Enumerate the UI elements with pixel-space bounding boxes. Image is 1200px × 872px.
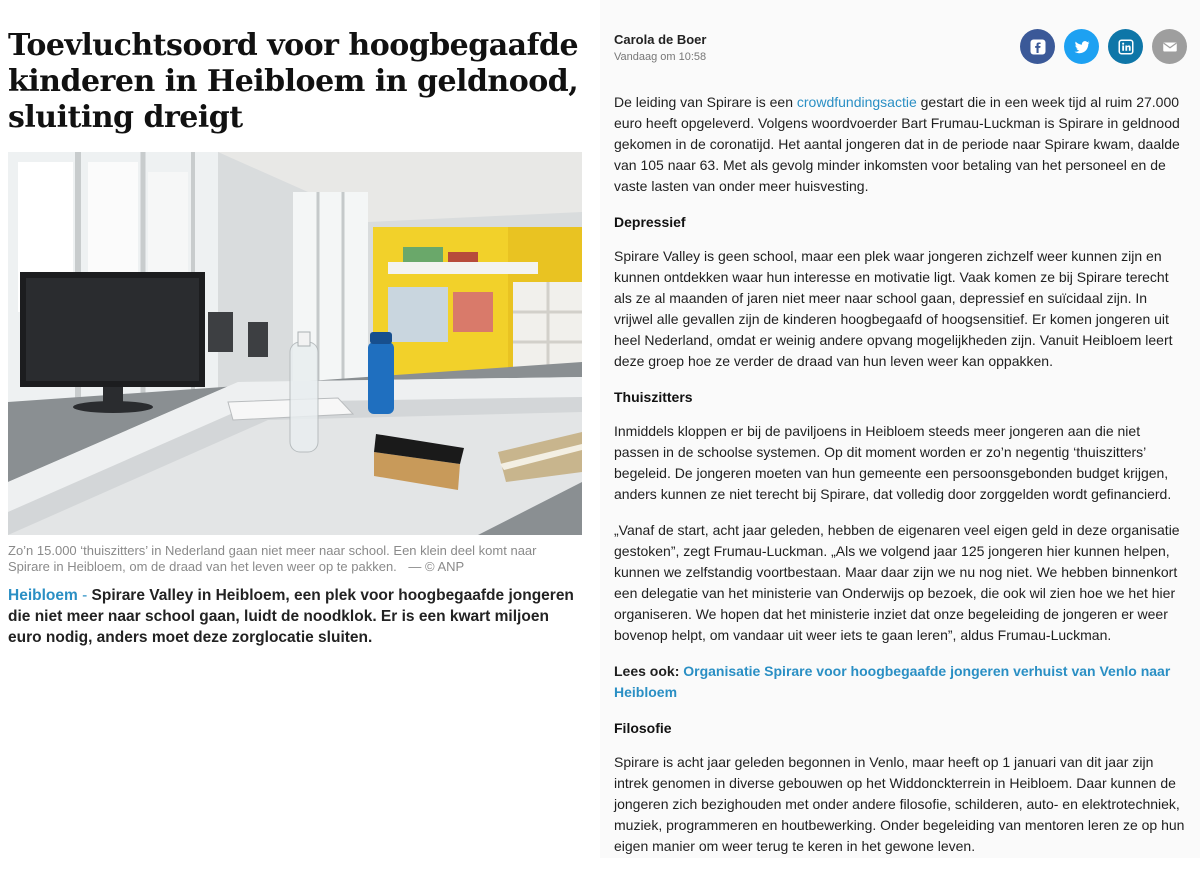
email-icon	[1161, 38, 1179, 56]
caption-credit: — © ANP	[408, 559, 465, 574]
paragraph-3: Inmiddels kloppen er bij de paviljoens in Heibloem steeds meer jongeren aan die niet passen in de schoolse systemen. Op dit moment worden er zo’n negentig ‘thuiszitters’ begeleid. De jongeren moeten van hun gemeente een persoonsgebonden budget krijgen, anders kunnen ze niet terecht bij Spirare, dat volledig door zorggelden wordt gefinancierd.	[614, 423, 1172, 502]
photo-caption	[8, 543, 578, 575]
lead-separator: -	[77, 587, 92, 604]
crowdfunding-link[interactable]: crowdfundingsactie	[796, 94, 917, 110]
article-photo[interactable]	[8, 152, 582, 535]
author-name[interactable]: Carola de Boer	[614, 32, 707, 47]
caption-text: Zo’n 15.000 ‘thuiszitters’ in Nederland gaan niet meer naar school. Een klein deel komt naar Spirare in Heibloem, om de draad van het leven weer op te pakken.	[8, 543, 537, 574]
left-column	[8, 0, 583, 646]
facebook-icon	[1029, 38, 1047, 56]
paragraph-4: „Vanaf de start, acht jaar geleden, hebben de eigenaren veel eigen geld in deze organisatie gestoken”, zegt Frumau-Luckman. „Als we volgend jaar 125 jongeren hier kunnen helpen, kunnen we zelfstandig voortbestaan. Maar daar zijn we nu nog niet. We hebben binnenkort een delegatie van het ministerie van Onderwijs op bezoek, die ook wil zien hoe we het hier organiseren. We hopen dat het ministerie inziet dat onze begeleiding de jongeren er weer bovenop helpt, om vandaar uit weer iets te gaan leren”, aldus Frumau-Luckman.	[614, 522, 1180, 643]
lead-location-link[interactable]: Heibloem	[8, 587, 78, 604]
share-email-button[interactable]	[1152, 29, 1187, 64]
heading-depressief: Depressief	[614, 214, 686, 230]
share-linkedin-button[interactable]	[1108, 29, 1143, 64]
page-title: Toevluchtsoord voor hoogbegaafde kinderen in Heibloem in geldnood, sluiting dreigt	[8, 28, 579, 135]
paragraph-1-start: De leiding van Spirare is een	[614, 94, 797, 110]
paragraph-5: Spirare is acht jaar geleden begonnen in Venlo, maar heeft op 1 januari van dit jaar zijn intrek genomen in diverse gebouwen op het Widdonckterrein in Heibloem. Daar kunnen de jongeren zich bezighouden met onder andere filosofie, schilderen, auto- en elektrotechniek, muziek, programmeren en houtbewerking. Onder begeleiding van mentoren leren ze op hun eigen manier om weer terug te keren in het gewone leven.	[614, 754, 1185, 854]
linkedin-icon	[1117, 38, 1135, 56]
right-column	[600, 0, 1200, 858]
paragraph-1-end: gestart die in een week tijd al ruim 27.000 euro heeft opgeleverd. Volgens woordvoerder Bart Frumau-Luckman is Spirare in geldnood gekomen in de coronatijd. Het aantal jongeren dat in de periode naar Spirare kwam, daalde van 105 naar 63. Met als gevolg minder inkomsten voor betaling van het personeel en de vaste lasten van onder meer huisvesting.	[614, 94, 1180, 194]
share-twitter-button[interactable]	[1064, 29, 1099, 64]
twitter-icon	[1073, 38, 1091, 56]
article-body	[614, 92, 1188, 872]
read-more	[614, 661, 1188, 703]
lead-text: Spirare Valley in Heibloem, een plek voor hoogbegaafde jongeren die niet meer naar school gaan, luidt de noodklok. Er is een kwart miljoen euro nodig, anders moet deze zorglocatie sluiten.	[8, 587, 574, 646]
share-facebook-button[interactable]	[1020, 29, 1055, 64]
article-lead	[8, 585, 583, 648]
publish-date: Vandaag om 10:58	[614, 51, 707, 63]
read-more-link[interactable]: Organisatie Spirare voor hoogbegaafde jongeren verhuist van Venlo naar Heibloem	[614, 663, 1171, 700]
classroom-image	[8, 152, 582, 535]
heading-filosofie: Filosofie	[614, 720, 672, 736]
paragraph-1	[614, 92, 1188, 197]
heading-thuiszitters: Thuiszitters	[614, 389, 693, 405]
read-more-label: Lees ook:	[614, 663, 680, 679]
paragraph-2: Spirare Valley is geen school, maar een plek waar jongeren zichzelf weer kunnen zijn en kunnen ontdekken waar hun interesse en motivatie ligt. Vaak komen ze bij Spirare terecht als ze al maanden of jaren niet meer naar school gaan, depressief en suïcidaal zijn. In vrijwel alle gevallen zijn de kinderen hoogbegaafd of hoogsensitief. Er komen jongeren uit heel Nederland, omdat er weinig andere opvang mogelijkheden zijn. Vanuit Heibloem leert deze groep hoe ze verder de draad van hun leven weer kan oppakken.	[614, 248, 1173, 369]
